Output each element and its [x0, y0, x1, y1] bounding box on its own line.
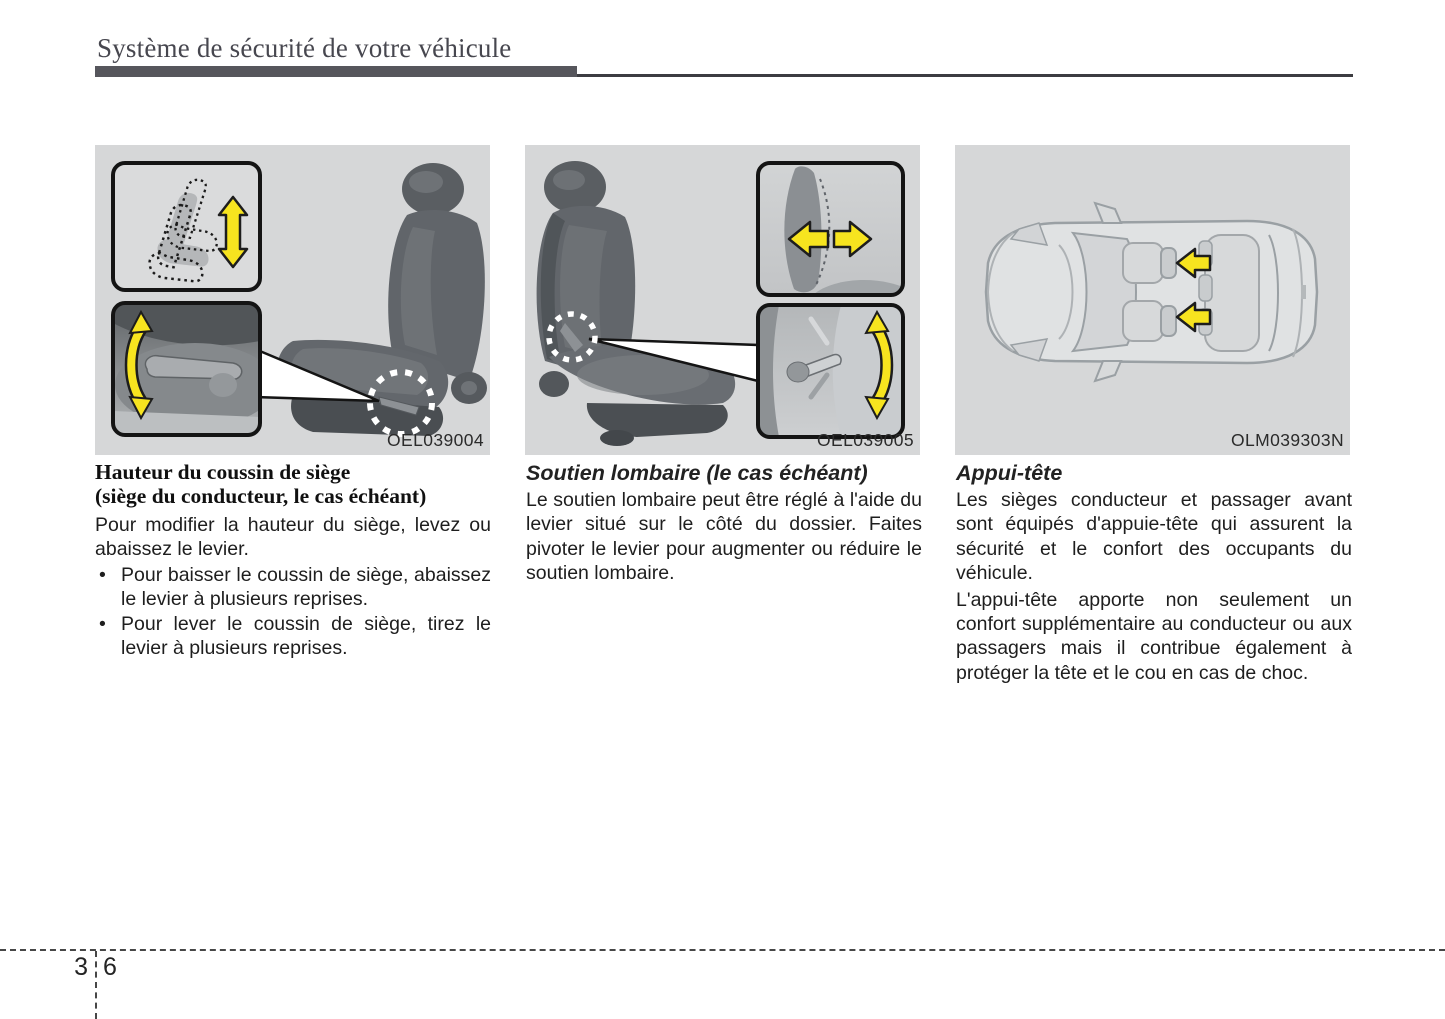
- seat-height-illustration: [95, 145, 490, 455]
- column-seat-height: [95, 461, 491, 660]
- bullet-item: • Pour lever le coussin de siège, tirez le levier à plusieurs reprises.: [95, 612, 491, 661]
- lumbar-profile-inset: [758, 163, 903, 295]
- figure-code: OEL039004: [386, 430, 484, 450]
- lumbar-support-illustration: [525, 145, 920, 455]
- column-lumbar-support: [526, 461, 922, 586]
- paragraph: Le soutien lombaire peut être réglé à l'aide du levier situé sur le côté du dossier. Faites pivoter le levier pour augmenter ou réduire le soutien lombaire.: [526, 489, 922, 585]
- height-lever-inset: [113, 303, 275, 435]
- chapter-number: 3: [74, 953, 88, 981]
- figure-code: OLM039303N: [1231, 430, 1344, 450]
- page-number: 6: [103, 953, 117, 981]
- bullet-list: [95, 563, 491, 661]
- seat-front-view: [537, 161, 736, 446]
- bullet-item: • Pour baisser le coussin de siège, abaissez le levier à plusieurs reprises.: [95, 563, 491, 612]
- car-top-view: [986, 203, 1317, 381]
- paragraph: L'appui-tête apporte non seulement un confort supplémentaire au conducteur ou aux passagers mais il contribue également à protéger la tête et le cou en cas de choc.: [956, 588, 1352, 684]
- paragraph: Pour modifier la hauteur du siège, levez ou abaissez le levier.: [95, 514, 491, 561]
- footer-dashed-rule: [0, 949, 1445, 951]
- figure-panel-headrest: [955, 145, 1350, 455]
- car-top-view-illustration: [955, 145, 1350, 455]
- seat-height-inset: [113, 163, 260, 290]
- section-heading-line2: (siège du conducteur, le cas échéant): [95, 483, 427, 508]
- section-heading: Appui-tête: [956, 461, 1063, 485]
- section-heading: Hauteur du coussin de siège: [95, 460, 351, 484]
- page-title: Système de sécurité de votre véhicule: [97, 33, 512, 63]
- header-rule-thin: [577, 74, 1353, 77]
- figure-code: OEL039005: [816, 430, 914, 450]
- column-headrest: [956, 461, 1352, 685]
- figure-panel-lumbar-support: [525, 145, 920, 455]
- paragraph: Les sièges conducteur et passager avant sont équipés d'appuie-tête qui assurent la sécurité et le confort des occupants du véhicule.: [956, 489, 1352, 585]
- footer-dashed-divider: [95, 951, 97, 1019]
- figure-panel-seat-height: [95, 145, 490, 455]
- section-heading: Soutien lombaire (le cas échéant): [526, 461, 868, 485]
- header-rule-thick: [95, 66, 577, 77]
- lumbar-lever-inset: [758, 305, 903, 437]
